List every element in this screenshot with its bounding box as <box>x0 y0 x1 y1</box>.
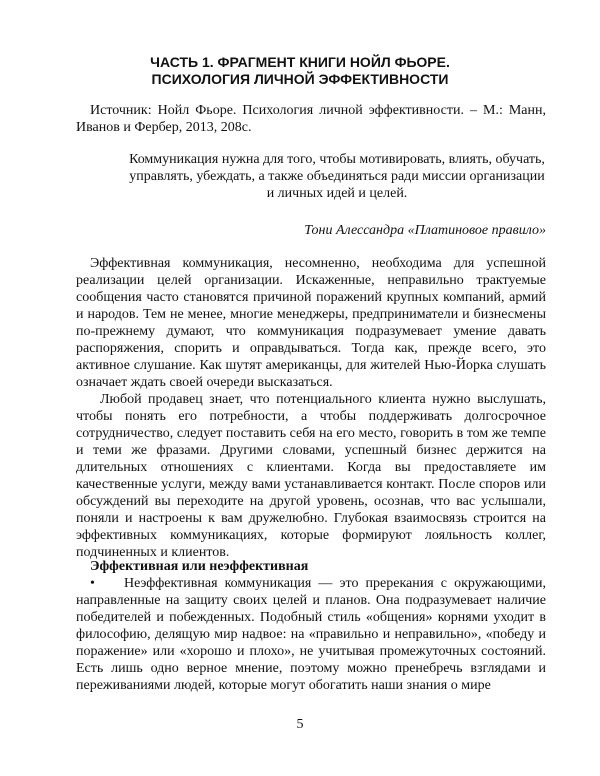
epigraph-author: Тони Алессандра «Платиновое правило» <box>304 223 546 238</box>
title-line-2: ПСИХОЛОГИЯ ЛИЧНОЙ ЭФФЕКТИВНОСТИ <box>151 71 449 87</box>
epigraph <box>128 151 546 239</box>
paragraph-2: Любой продавец знает, что потенциального клиента нужно выслушать, чтобы понять его потребности, а чтобы поддерживать долгосрочное сотрудничество, следует поставить себя на его место, говорить в том же темпе и теми же фразами. Другими словами, успешный бизнес держится на длительных отношениях с клиентами. Когда вы предоставляете им качественные услуги, между вами устанавливается контакт. После споров или обсуждений вы переходите на другой уровень, осознав, что вас услышали, поняли и настроены к вам дружелюбно. Глубокая взаимосвязь строится на эффективных коммуникациях, которые формируют лояльность коллег, подчиненных и клиентов. <box>76 392 546 560</box>
bullet-icon: • <box>90 576 95 591</box>
section-heading: Эффективная или неэффективная <box>90 559 309 574</box>
bullet-text: Неэффективная коммуникация — это пререкания с окружающими, направленные на защиту своих целей и планов. Она подразумевает наличие победителей и побежденных. Подобный стиль «общения» корнями уходит в философию, делящую мир надвое: на «правильно и неправильно», «победу и поражение» или «хорошо и плохо», не учитывая промежуточных состояний. Есть лишь одно верное мнение, поэтому можно пренебречь взглядами и переживаниями людей, которые могут обогатить наши знания о мире <box>76 576 546 693</box>
paragraph-1: Эффективная коммуникация, несомненно, необходима для успешной реализации целей организации. Искаженные, неправильно трактуемые сообщения часто становятся причиной поражений крупных компаний, армий и народов. Тем не менее, многие менеджеры, предприниматели и бизнесмены по-прежнему думают, что коммуникация подразумевает умение давать распоряжения, спорить и оправдываться. Тогда как, прежде всего, это активное слушание. Как шутят американцы, для жителей Нью-Йорка слушать означает ждать своей очереди высказаться. <box>76 256 546 390</box>
epigraph-quote: Коммуникация нужна для того, чтобы мотивировать, влиять, обучать, управлять, убеждать, а также объединяться ради миссии организации и личных идей и целей. <box>129 152 545 201</box>
bullet-list <box>76 575 546 694</box>
page-title <box>60 54 540 88</box>
main-body <box>76 255 546 561</box>
list-item <box>76 575 546 694</box>
source-citation: Источник: Нойл Фьоре. Психология личной эффективности. – М.: Манн, Иванов и Фербер, 2013, 208с. <box>76 103 546 135</box>
title-line-1: ЧАСТЬ 1. ФРАГМЕНТ КНИГИ НОЙЛ ФЬОРЕ. <box>150 54 450 70</box>
page-number: 5 <box>296 717 304 732</box>
